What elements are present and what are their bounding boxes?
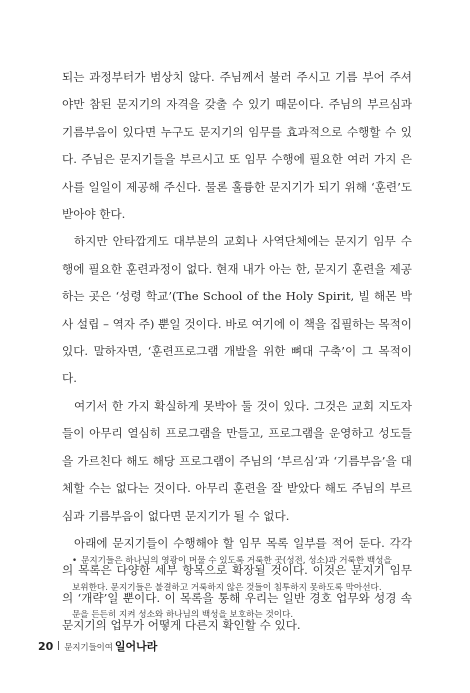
running-title: 문지기들이여 [64, 642, 113, 652]
paragraph-1: 되는 과정부터가 범상치 않다. 주님께서 불러 주시고 기름 부어 주셔야만 참된 문지기의 자격을 갖출 수 있기 때문이다. 주님의 부르심과 기름부음이 있다면 누구도 문지기의 임무를 효과적으로 수행할 수 있다. 주님은 문지기들을 부르시고 또 임무 수행에 필요한 여러 가지 은사를 일일이 제공해 주신다. 물론 훌륭한 문지기가 되기 위해 ‘훈련’도 받아야 한다. [62, 70, 412, 222]
note-line-1 [72, 548, 412, 575]
bullet-icon: • [72, 556, 78, 566]
note-line-1-text: 문지기들은 하나님의 영광이 머물 수 있도록 거룩한 곳(성전, 성소)과 거룩한 백성을 [81, 556, 392, 566]
page-footer [38, 638, 157, 654]
note-line-3: 문을 든든히 지켜 성소와 하나님의 백성을 보호하는 것이다. [72, 610, 294, 620]
paragraph-3: 여기서 한 가지 확실하게 못박아 둘 것이 있다. 그것은 교회 지도자들이 아무리 열심히 프로그램을 만들고, 프로그램을 운영하고 성도들을 가르친다 해도 해당 프로그램이 주님의 ‘부르심’과 ‘기름부음’을 대체할 수는 없다는 것이다. 아무리 훈련을 잘 받았다 해도 주님의 부르심과 기름부음이 없다면 문지기가 될 수 없다. [62, 398, 412, 523]
page-number: 20 [38, 640, 54, 653]
bulleted-note [72, 548, 412, 629]
note-line-2: 보위한다. 문지기들은 불결하고 거룩하지 않은 것들이 침투하지 못하도록 막아선다. [72, 583, 382, 593]
footer-divider [58, 641, 59, 650]
paragraph-4: 아래에 문지기들이 수행해야 할 임무 목록 일부를 적어 둔다. 각각의 목록은 다양한 세부 항목으로 확장될 것이다. 이것은 문지기 임무의 ‘개략’일 뿐이다. 이 목록을 통해 우리는 일반 경호 업무와 성경 속 문지기의 업무가 어떻게 다른지 확인할 수 있다. [62, 535, 412, 633]
paragraph-2: 하지만 안타깝게도 대부분의 교회나 사역단체에는 문지기 임무 수행에 필요한 훈련과정이 없다. 현재 내가 아는 한, 문지기 훈련을 제공하는 곳은 ‘성령 학교’(The School of the Holy Spirit, 빌 해몬 박사 설립 – 역자 주) 뿐일 것이다. 바로 여기에 이 책을 집필하는 목적이 있다. 말하자면, ‘훈련프로그램 개발을 위한 뼈대 구축’이 그 목적이다. [62, 234, 412, 386]
running-title-emphasis: 일어나라 [114, 640, 158, 653]
